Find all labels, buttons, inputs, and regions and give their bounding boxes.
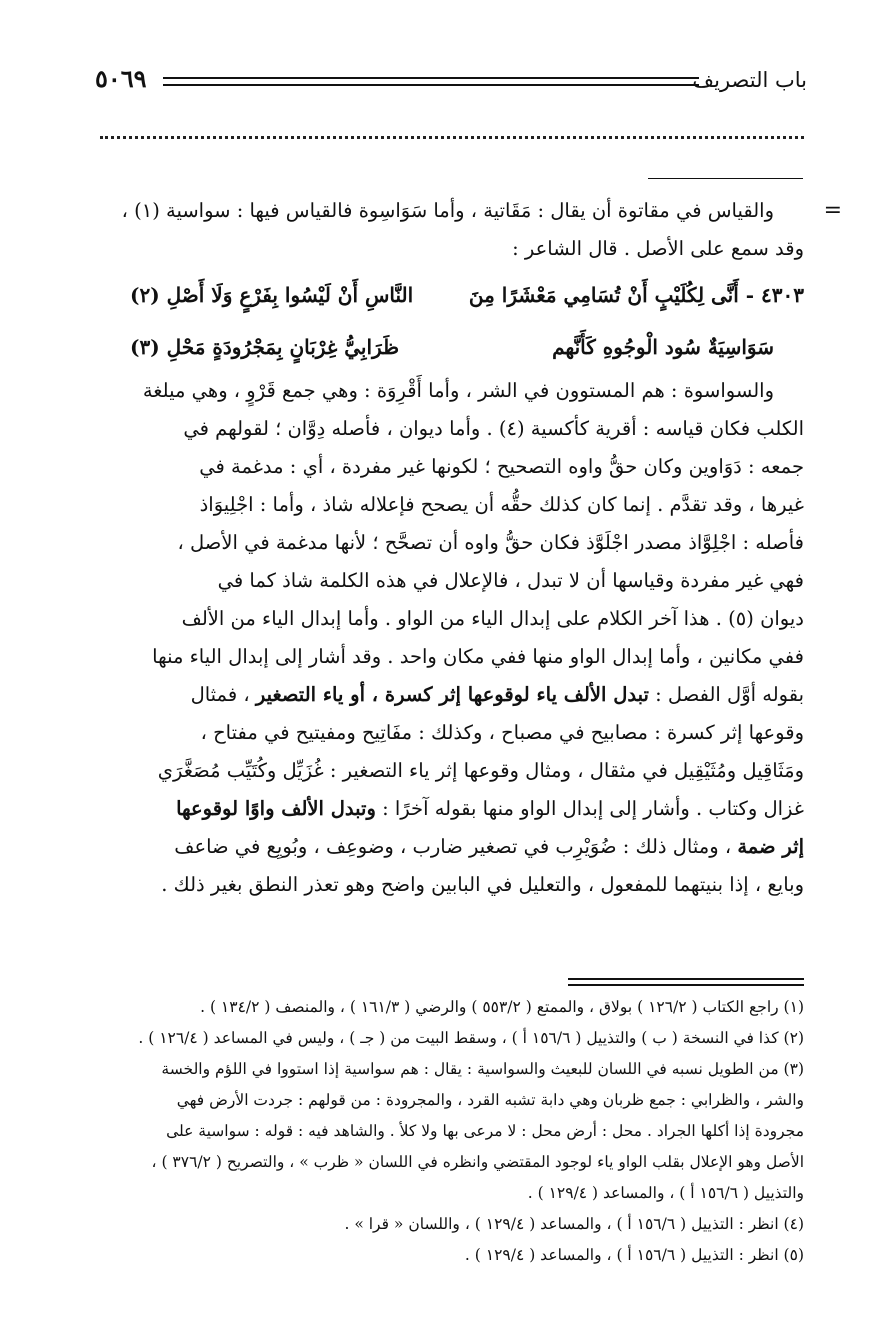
footnotes bbox=[90, 992, 804, 1271]
page-number: ٥٠٦٩ bbox=[95, 64, 147, 93]
text-line bbox=[90, 192, 842, 230]
text-line: ففي مكانين ، وأما إبدال الواو منها ففي مكان واحد . وقد أشار إلى إبدال الياء منها bbox=[152, 645, 804, 668]
text-line: وقد سمع على الأصل . قال الشاعر : bbox=[512, 237, 804, 260]
text-line: غيرها ، وقد تقدَّم . إنما كان كذلك حقُّه أن يصحح فإعلاله شاذ ، وأما : اجْلِيوَاذ bbox=[199, 493, 804, 516]
verse-hemistich-1: سَوَاسِيَةٌ سُود الْوجُوهِ كَأَنَّهم bbox=[552, 335, 774, 359]
text-line: فأصله : اجْلِوَّاذ مصدر اجْلَوَّذ فكان حقُّ واوه أن تصحَّح ؛ لأنها مدغمة في الأصل ، bbox=[177, 531, 804, 554]
footnote-line: (٢) كذا في النسخة ( ب ) والتذييل ( ١٥٦/٦ أ ) ، وسقط البيت من ( جـ ) ، وليس في المساعد ( ١٢٦/٤ ) . bbox=[138, 1029, 804, 1047]
text-line: ومَثَاقِيل ومُثَيْقِيل في مثقال ، ومثال وقوعها إثر ياء التصغير : غُزَيِّل وكُتَيِّب مُصَغَّرَي bbox=[157, 759, 804, 782]
continuation-rule bbox=[648, 178, 803, 179]
hemistich-text: أَنَّى لِكُلَيْبٍ أَنْ تُسَامِي مَعْشَرًا مِنَ bbox=[468, 283, 739, 307]
bold-rule-text: تبدل الألف ياء لوقوعها إثر كسرة ، أو ياء التصغير bbox=[255, 683, 649, 706]
verse-number: ٤٣٠٣ - bbox=[745, 283, 804, 307]
verse-hemistich-2: النَّاسِ أَنْ لَيْسُوا بِفَرْعٍ وَلَا أَصْلِ (٢) bbox=[130, 283, 414, 307]
text-line: ديوان (٥) . هذا آخر الكلام على إبدال الياء من الواو . وأما إبدال الياء من الألف bbox=[181, 607, 804, 630]
verse-line-2 bbox=[90, 320, 804, 372]
text-line bbox=[90, 828, 804, 866]
continuation-marker: = bbox=[823, 198, 842, 223]
footnote-line: والتذييل ( ١٥٦/٦ أ ) ، والمساعد ( ١٢٩/٤ ) . bbox=[527, 1184, 804, 1202]
running-header bbox=[95, 62, 807, 102]
footnote-line: والشر ، والظرابي : جمع ظربان وهي دابة تشبه القرد ، والمجرودة : من قولهم : جردت الأرض فهي bbox=[176, 1091, 804, 1109]
footnote-line: (٣) من الطويل نسبه في اللسان للبعيث والسواسية : يقال : هم سواسية إذا استووا في اللؤم والخسة bbox=[161, 1060, 804, 1078]
text-line bbox=[90, 790, 804, 828]
text-line bbox=[90, 676, 804, 714]
footnote-line: (١) راجع الكتاب ( ١٢٦/٢ ) بولاق ، والممتع ( ٥٥٣/٢ ) والرضي ( ١٦١/٣ ) ، والمنصف ( ١٣٤/٢ ) . bbox=[200, 998, 804, 1016]
bold-rule-text: وتبدل الألف واوًا لوقوعها bbox=[176, 797, 376, 820]
text-line-content: والقياس في مقاتوة أن يقال : مَقَاتية ، وأما سَوَاسِوة فالقياس فيها : سواسية (١) ، bbox=[121, 199, 774, 222]
chapter-title: باب التصريف bbox=[692, 68, 807, 92]
text-run: ، فمثال bbox=[190, 683, 256, 706]
text-line: الكلب فكان قياسه : أقرية كأكسية (٤) . وأما ديوان ، فأصله دِوَّان ؛ لقولهم في bbox=[183, 417, 804, 440]
verse-hemistich-1 bbox=[469, 276, 804, 314]
verse-hemistich-2: ظَرَابِيُّ غِرْبَانٍ بِمَجْرُودَةٍ مَحْلِ (٣) bbox=[130, 335, 400, 359]
footnote-line: الأصل وهو الإعلال بقلب الواو ياء لوجود المقتضي وانظره في اللسان « ظرب » ، والتصريح ( ٣٧٦/٢ ) ، bbox=[151, 1153, 804, 1171]
main-text bbox=[90, 192, 842, 904]
footnote-line: (٤) انظر : التذييل ( ١٥٦/٦ أ ) ، والمساعد ( ١٢٩/٤ ) ، واللسان « قرا » . bbox=[344, 1215, 804, 1233]
text-line: جمعه : دَوَاوين وكان حقُّ واوه التصحيح ؛ لكونها غير مفردة ، أي : مدغمة في bbox=[199, 455, 804, 478]
text-run: غزال وكتاب . وأشار إلى إبدال الواو منها بقوله آخرًا : bbox=[375, 797, 804, 820]
text-line: وبايع ، إذا بنيتهما للمفعول ، والتعليل في البابين واضح وهو تعذر النطق بغير ذلك . bbox=[161, 873, 804, 896]
text-line: فهي غير مفردة وقياسها أن لا تبدل ، فالإعلال في هذه الكلمة شاذ كما في bbox=[217, 569, 804, 592]
text-line: والسواسوة : هم المستوون في الشر ، وأما أَقْرِوَة : وهي جمع قَرْوٍ ، وهي ميلغة bbox=[142, 379, 774, 402]
footnote-line: (٥) انظر : التذييل ( ١٥٦/٦ أ ) ، والمساعد ( ١٢٩/٤ ) . bbox=[464, 1246, 804, 1264]
dotted-separator bbox=[100, 136, 804, 155]
header-double-rule bbox=[163, 77, 699, 86]
bold-rule-text: إثر ضمة bbox=[737, 835, 804, 858]
footnote-line: مجرودة إذا أكلها الجراد . محل : أرض محل : لا مرعى بها ولا كلأ . والشاهد فيه : قوله : سواسية على bbox=[166, 1122, 804, 1140]
text-run: بقوله أوَّل الفصل : bbox=[648, 683, 804, 706]
text-run: ، ومثال ذلك : ضُوَيْرِب في تصغير ضارب ، وضوعِف ، وبُويِع في ضاعف bbox=[174, 835, 738, 858]
verse-line-1 bbox=[90, 268, 804, 320]
text-line: وقوعها إثر كسرة : مصابيح في مصباح ، وكذلك : مفَاتِيح ومفيتيح في مفتاح ، bbox=[200, 721, 804, 744]
footnote-separator bbox=[568, 978, 804, 986]
